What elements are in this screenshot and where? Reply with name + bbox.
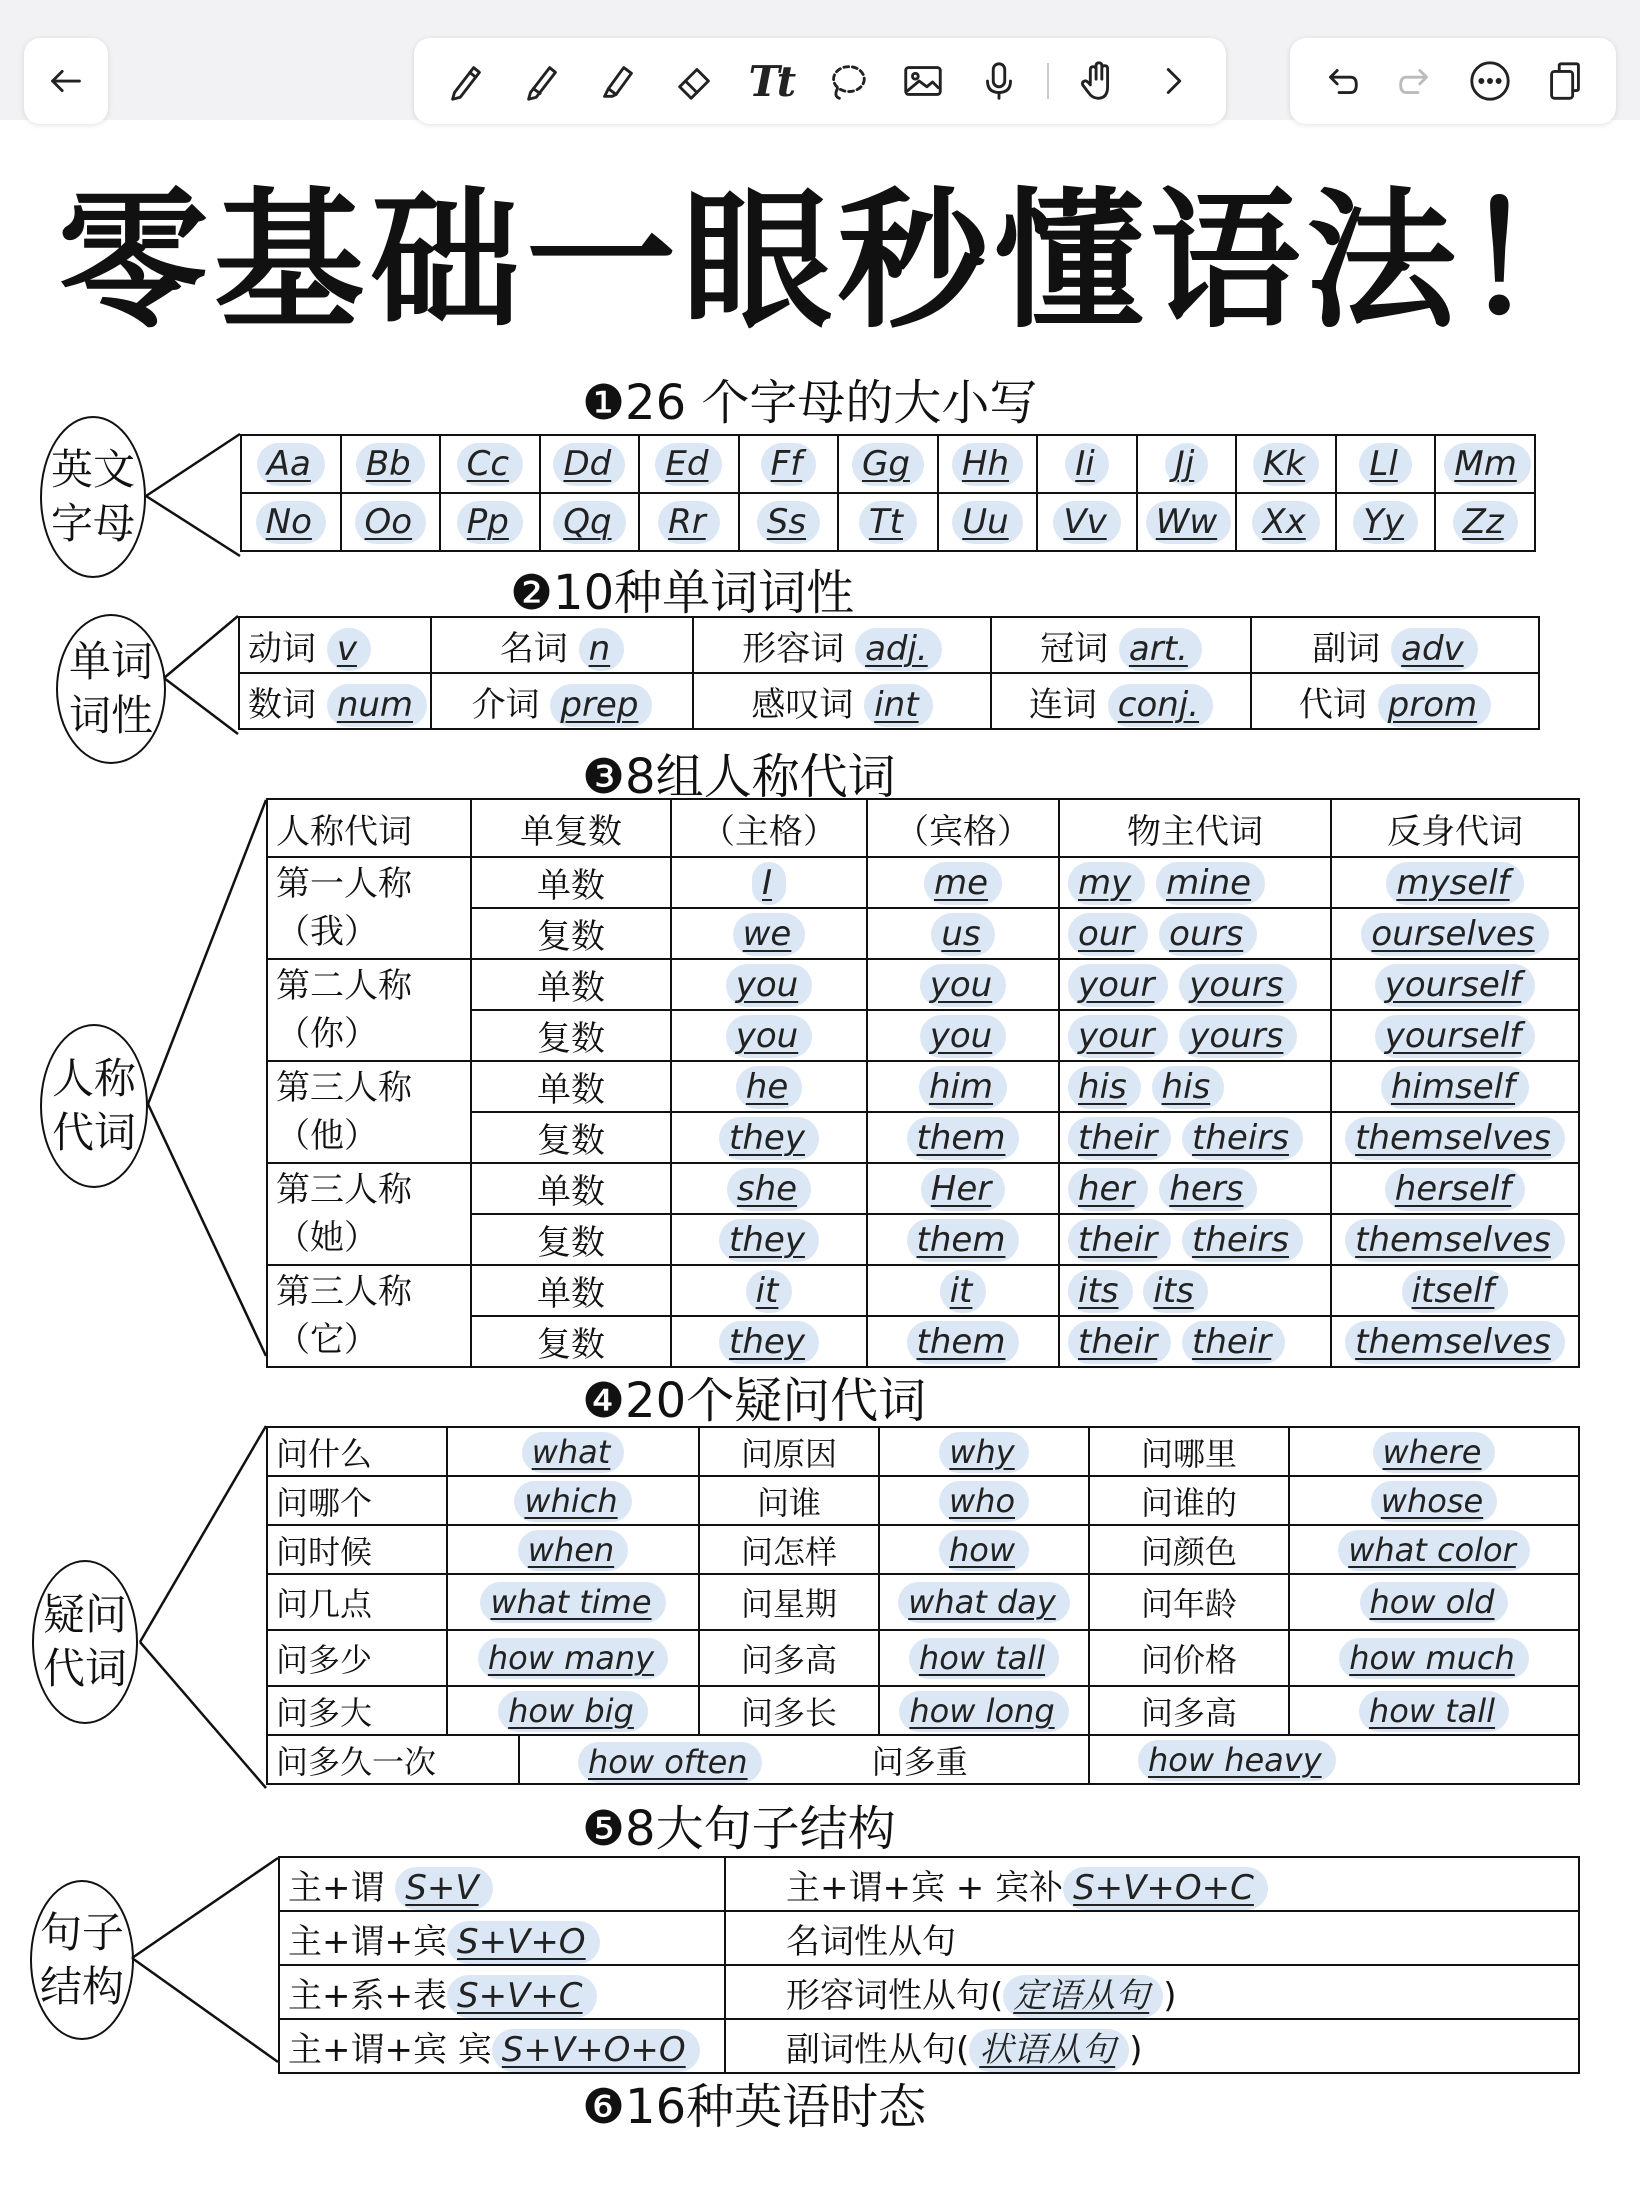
person-label: 第三人称	[276, 1068, 412, 1108]
person-label: 第二人称	[276, 966, 412, 1006]
letter-cell: Uu	[952, 501, 1022, 544]
question-cn: 问哪里	[1089, 1427, 1289, 1476]
question-en: what time	[480, 1582, 665, 1623]
table-row	[267, 1525, 1579, 1574]
person-sub: （你）	[276, 1014, 378, 1054]
reflexive-pronoun: ourselves	[1361, 913, 1548, 956]
structure-formula: S+V+O+C	[1063, 1867, 1268, 1910]
alphabet-table	[240, 434, 1536, 552]
table-row	[279, 2019, 1579, 2073]
undo-icon	[1318, 58, 1364, 104]
object-pronoun: them	[907, 1117, 1020, 1160]
reflexive-pronoun: themselves	[1345, 1117, 1565, 1160]
number-cell: 单数	[471, 1265, 671, 1316]
number-cell: 单数	[471, 1163, 671, 1214]
lasso-tool-button[interactable]	[819, 53, 875, 109]
possessive-pronoun: hers	[1159, 1168, 1257, 1211]
section-heading-letters: ❶26 个字母的大小写	[582, 375, 1038, 431]
clause-type: 名词性从句	[786, 1921, 956, 1962]
subject-pronoun: I	[752, 862, 786, 905]
letter-cell: Jj	[1165, 443, 1208, 486]
structure-formula: S+V	[395, 1867, 492, 1910]
table-row	[267, 1735, 1579, 1784]
alphabet-row-2	[241, 493, 1535, 551]
letter-cell: Mm	[1444, 443, 1530, 486]
pos-abbr: int	[864, 684, 932, 727]
letter-cell: Ss	[757, 501, 820, 544]
structure-formula: S+V+O	[447, 1921, 600, 1964]
clause-type: 副词性从句(	[786, 2029, 970, 2070]
object-pronoun: you	[920, 964, 1006, 1007]
undo-button[interactable]	[1313, 53, 1369, 109]
possessive-adj: your	[1068, 964, 1168, 1007]
section-heading-tenses: ❻16种英语时态	[582, 2079, 927, 2135]
letter-cell: No	[256, 501, 326, 544]
letter-cell: Zz	[1453, 501, 1518, 544]
question-en: whose	[1371, 1481, 1497, 1522]
object-pronoun: them	[907, 1321, 1020, 1364]
question-cn: 问年龄	[1089, 1574, 1289, 1630]
letter-cell: Ii	[1065, 443, 1108, 486]
question-cn: 问谁	[699, 1476, 879, 1525]
question-cn: 问多高	[699, 1630, 879, 1686]
number-cell: 单数	[471, 959, 671, 1010]
letter-cell: Xx	[1252, 501, 1319, 544]
history-pill	[1290, 38, 1616, 124]
pos-abbr: prom	[1378, 684, 1491, 727]
structure-cn: 主+谓+宾 宾	[288, 2029, 492, 2070]
eraser-tool-button[interactable]	[667, 53, 723, 109]
subject-pronoun: they	[719, 1321, 819, 1364]
question-en: how tall	[909, 1638, 1059, 1679]
bubble-letters: 英文 字母	[40, 416, 146, 578]
letter-cell: Vv	[1053, 501, 1120, 544]
image-tool-button[interactable]	[895, 53, 951, 109]
more-tools-button[interactable]	[1146, 53, 1202, 109]
letter-cell: Dd	[553, 443, 625, 486]
more-options-button[interactable]	[1462, 53, 1518, 109]
pos-abbr: adv	[1391, 628, 1478, 671]
question-en: how long	[899, 1691, 1068, 1732]
hand-tool-button[interactable]	[1070, 53, 1126, 109]
clause-alias: 定语从句	[1003, 1975, 1163, 2018]
reflexive-pronoun: yourself	[1375, 964, 1536, 1007]
possessive-pronoun: ours	[1159, 913, 1257, 956]
pos-cn: 感叹词	[751, 684, 854, 725]
number-cell: 复数	[471, 1316, 671, 1367]
object-pronoun: Her	[921, 1168, 1005, 1211]
table-row	[267, 1574, 1579, 1630]
alphabet-row-1	[241, 435, 1535, 493]
header-cell: 反身代词	[1331, 799, 1579, 857]
header-cell: 单复数	[471, 799, 671, 857]
question-en: who	[939, 1481, 1029, 1522]
subject-pronoun: we	[733, 913, 806, 956]
subject-pronoun: you	[726, 964, 812, 1007]
number-cell: 复数	[471, 1214, 671, 1265]
number-cell: 单数	[471, 1061, 671, 1112]
structure-cn: 主+系+表	[288, 1975, 447, 2016]
possessive-adj: their	[1068, 1321, 1171, 1364]
pos-cn: 冠词	[1040, 628, 1109, 669]
possessive-pronoun: yours	[1179, 1015, 1297, 1058]
question-en: what color	[1338, 1530, 1530, 1571]
header-cell: （宾格）	[867, 799, 1059, 857]
possessive-adj: our	[1068, 913, 1148, 956]
question-en: how often	[578, 1742, 762, 1783]
header-cell: （主格）	[671, 799, 867, 857]
possessive-adj: her	[1068, 1168, 1148, 1211]
header-cell: 人称代词	[267, 799, 471, 857]
letter-cell: Hh	[952, 443, 1023, 486]
question-cn: 问时候	[267, 1525, 447, 1574]
person-label: 第三人称	[276, 1170, 412, 1210]
text-tool-button[interactable]	[743, 53, 799, 109]
person-sub: （我）	[276, 912, 378, 952]
question-cn: 问几点	[267, 1574, 447, 1630]
microphone-icon	[976, 58, 1022, 104]
letter-cell: Ww	[1146, 501, 1231, 544]
question-en: how big	[498, 1691, 648, 1732]
table-row	[267, 1427, 1579, 1476]
bubble-pronouns: 人称 代词	[40, 1024, 148, 1188]
section-heading-sentences: ❺8大句子结构	[582, 1801, 896, 1857]
pencil-icon	[519, 58, 565, 104]
table-row	[267, 1061, 1579, 1112]
table-row	[279, 1965, 1579, 2019]
letter-cell: Ff	[761, 443, 817, 486]
toolbar-separator	[1047, 63, 1049, 99]
drawing-tools-pill	[414, 38, 1226, 124]
pos-cn: 名词	[499, 628, 568, 669]
question-en: how tall	[1359, 1691, 1509, 1732]
pos-abbr: conj.	[1108, 684, 1213, 727]
structure-formula: S+V+O+O	[492, 2029, 700, 2072]
possessive-pronoun: his	[1152, 1066, 1225, 1109]
section-heading-questions: ❹20个疑问代词	[582, 1373, 927, 1429]
possessive-pronoun: theirs	[1182, 1219, 1303, 1262]
microphone-tool-button[interactable]	[971, 53, 1027, 109]
letter-cell: Rr	[658, 501, 720, 544]
question-cn: 问什么	[267, 1427, 447, 1476]
possessive-adj: their	[1068, 1219, 1171, 1262]
pos-row-2	[239, 673, 1539, 729]
table-row	[267, 1476, 1579, 1525]
back-button[interactable]	[38, 53, 94, 109]
person-sub: （她）	[276, 1218, 378, 1258]
clause-tail: )	[1129, 2029, 1143, 2070]
question-en: how	[939, 1530, 1029, 1571]
sentence-structure-table	[278, 1856, 1580, 2074]
pen-tool-button[interactable]	[438, 53, 494, 109]
header-cell: 物主代词	[1059, 799, 1331, 857]
ellipsis-icon	[1467, 58, 1513, 104]
question-cn: 问多少	[267, 1630, 447, 1686]
back-arrow-icon	[43, 58, 89, 104]
question-cn: 问颜色	[1089, 1525, 1289, 1574]
letter-cell: Gg	[852, 443, 924, 486]
possessive-adj: its	[1068, 1270, 1133, 1313]
table-row	[267, 1686, 1579, 1735]
subject-pronoun: they	[719, 1219, 819, 1262]
question-cn: 问星期	[699, 1574, 879, 1630]
pen-icon	[443, 58, 489, 104]
question-words-table	[266, 1426, 1580, 1736]
possessive-pronoun: theirs	[1182, 1117, 1303, 1160]
object-pronoun: them	[907, 1219, 1020, 1262]
pronouns-header-row	[267, 799, 1579, 857]
object-pronoun: you	[920, 1015, 1006, 1058]
subject-pronoun: you	[726, 1015, 812, 1058]
clause-tail: )	[1163, 1975, 1177, 2016]
redo-button[interactable]	[1388, 53, 1444, 109]
question-cn: 问原因	[699, 1427, 879, 1476]
hand-icon	[1075, 58, 1121, 104]
possessive-pronoun: its	[1143, 1270, 1208, 1313]
letter-cell: Ed	[655, 443, 722, 486]
reflexive-pronoun: himself	[1381, 1066, 1529, 1109]
reflexive-pronoun: themselves	[1345, 1321, 1565, 1364]
question-en: why	[939, 1432, 1028, 1473]
question-en: what day	[898, 1582, 1070, 1623]
object-pronoun: him	[919, 1066, 1007, 1109]
table-row	[267, 1163, 1579, 1214]
pos-abbr: v	[327, 628, 371, 671]
section-heading-pos: ❷10种单词词性	[510, 565, 855, 621]
number-cell: 单数	[471, 857, 671, 908]
object-pronoun: us	[931, 913, 994, 956]
table-row	[279, 1911, 1579, 1965]
number-cell: 复数	[471, 908, 671, 959]
table-row	[267, 857, 1579, 908]
back-pill	[24, 38, 108, 124]
table-row	[267, 1265, 1579, 1316]
pos-cn: 代词	[1298, 684, 1367, 725]
letter-cell: Ll	[1359, 443, 1411, 486]
question-cn: 问多高	[1089, 1686, 1289, 1735]
redo-icon	[1393, 58, 1439, 104]
letter-cell: Aa	[257, 443, 325, 486]
question-en: where	[1373, 1432, 1496, 1473]
lasso-icon	[824, 58, 870, 104]
possessive-adj: his	[1068, 1066, 1141, 1109]
question-words-last-row	[266, 1734, 1580, 1785]
object-pronoun: it	[940, 1270, 987, 1313]
question-en: when	[518, 1530, 628, 1571]
letter-cell: Cc	[457, 443, 523, 486]
eraser-icon	[672, 58, 718, 104]
structure-cn: 主+谓+宾 + 宾补	[786, 1867, 1064, 1908]
chevron-right-icon	[1151, 58, 1197, 104]
possessive-adj: your	[1068, 1015, 1168, 1058]
letter-cell: Pp	[457, 501, 523, 544]
question-cn: 问价格	[1089, 1630, 1289, 1686]
possessive-adj: my	[1068, 862, 1145, 905]
pos-cn: 数词	[248, 684, 316, 725]
bubble-sentences: 句子 结构	[30, 1880, 134, 2040]
object-pronoun: me	[924, 862, 1002, 905]
structure-cn: 主+谓	[288, 1867, 396, 1908]
pronouns-table	[266, 798, 1580, 1368]
subject-pronoun: it	[746, 1270, 793, 1313]
text-tool-icon: Tt	[748, 56, 794, 106]
question-cn: 问多大	[267, 1686, 447, 1735]
structure-formula: S+V+C	[447, 1975, 597, 2018]
reflexive-pronoun: herself	[1385, 1168, 1526, 1211]
question-cn: 问哪个	[267, 1476, 447, 1525]
question-en: how much	[1339, 1638, 1529, 1679]
pos-abbr: art.	[1119, 628, 1202, 671]
letter-cell: Kk	[1253, 443, 1319, 486]
question-en: what	[522, 1432, 625, 1473]
reflexive-pronoun: yourself	[1375, 1015, 1536, 1058]
number-cell: 复数	[471, 1010, 671, 1061]
pencil-tool-button[interactable]	[514, 53, 570, 109]
image-icon	[900, 58, 946, 104]
question-cn: 问多重	[871, 1742, 968, 1781]
subject-pronoun: she	[727, 1168, 811, 1211]
question-en: how old	[1360, 1582, 1509, 1623]
pos-abbr: num	[327, 684, 427, 727]
pos-cn: 形容词	[742, 628, 845, 669]
table-row	[267, 959, 1579, 1010]
table-row	[279, 1857, 1579, 1911]
person-sub: （他）	[276, 1116, 378, 1156]
question-cn: 问多长	[699, 1686, 879, 1735]
page-title: 零基础一眼秒懂语法！	[58, 175, 1619, 349]
question-cn: 问怎样	[699, 1525, 879, 1574]
possessive-pronoun: their	[1182, 1321, 1285, 1364]
subject-pronoun: he	[736, 1066, 802, 1109]
pos-cn: 动词	[248, 628, 316, 669]
clause-type: 形容词性从句(	[786, 1975, 1004, 2016]
letter-cell: Oo	[355, 501, 427, 544]
question-en: which	[514, 1481, 631, 1522]
reflexive-pronoun: itself	[1402, 1270, 1509, 1313]
person-label: 第三人称	[276, 1272, 412, 1312]
pages-button[interactable]	[1537, 53, 1593, 109]
structure-cn: 主+谓+宾	[288, 1921, 447, 1962]
question-en: how heavy	[1138, 1740, 1336, 1781]
letter-cell: Qq	[553, 501, 625, 544]
possessive-pronoun: yours	[1179, 964, 1297, 1007]
pos-cn: 连词	[1028, 684, 1097, 725]
pos-row-1	[239, 617, 1539, 673]
pos-abbr: prep	[550, 684, 652, 727]
number-cell: 复数	[471, 1112, 671, 1163]
letter-cell: Tt	[859, 501, 917, 544]
bubble-pos: 单词 词性	[56, 614, 166, 764]
possessive-pronoun: mine	[1156, 862, 1265, 905]
letter-cell: Bb	[356, 443, 425, 486]
reflexive-pronoun: myself	[1386, 862, 1523, 905]
question-en: how many	[478, 1638, 668, 1679]
pages-icon	[1542, 58, 1588, 104]
reflexive-pronoun: themselves	[1345, 1219, 1565, 1262]
bubble-questions: 疑问 代词	[32, 1560, 138, 1724]
subject-pronoun: they	[719, 1117, 819, 1160]
pos-abbr: adj.	[855, 628, 942, 671]
highlighter-icon	[595, 58, 641, 104]
table-row	[267, 1630, 1579, 1686]
pos-abbr: n	[579, 628, 625, 671]
question-cn: 问多久一次	[267, 1735, 519, 1784]
parts-of-speech-table	[238, 616, 1540, 730]
highlighter-tool-button[interactable]	[590, 53, 646, 109]
pos-cn: 介词	[471, 684, 540, 725]
section-heading-pronouns: ❸8组人称代词	[582, 749, 896, 805]
possessive-adj: their	[1068, 1117, 1171, 1160]
letter-cell: Yy	[1353, 501, 1418, 544]
person-label: 第一人称	[276, 864, 412, 904]
question-cn: 问谁的	[1089, 1476, 1289, 1525]
clause-alias: 状语从句	[969, 2029, 1129, 2072]
pos-cn: 副词	[1312, 628, 1381, 669]
person-sub: （它）	[276, 1320, 378, 1360]
